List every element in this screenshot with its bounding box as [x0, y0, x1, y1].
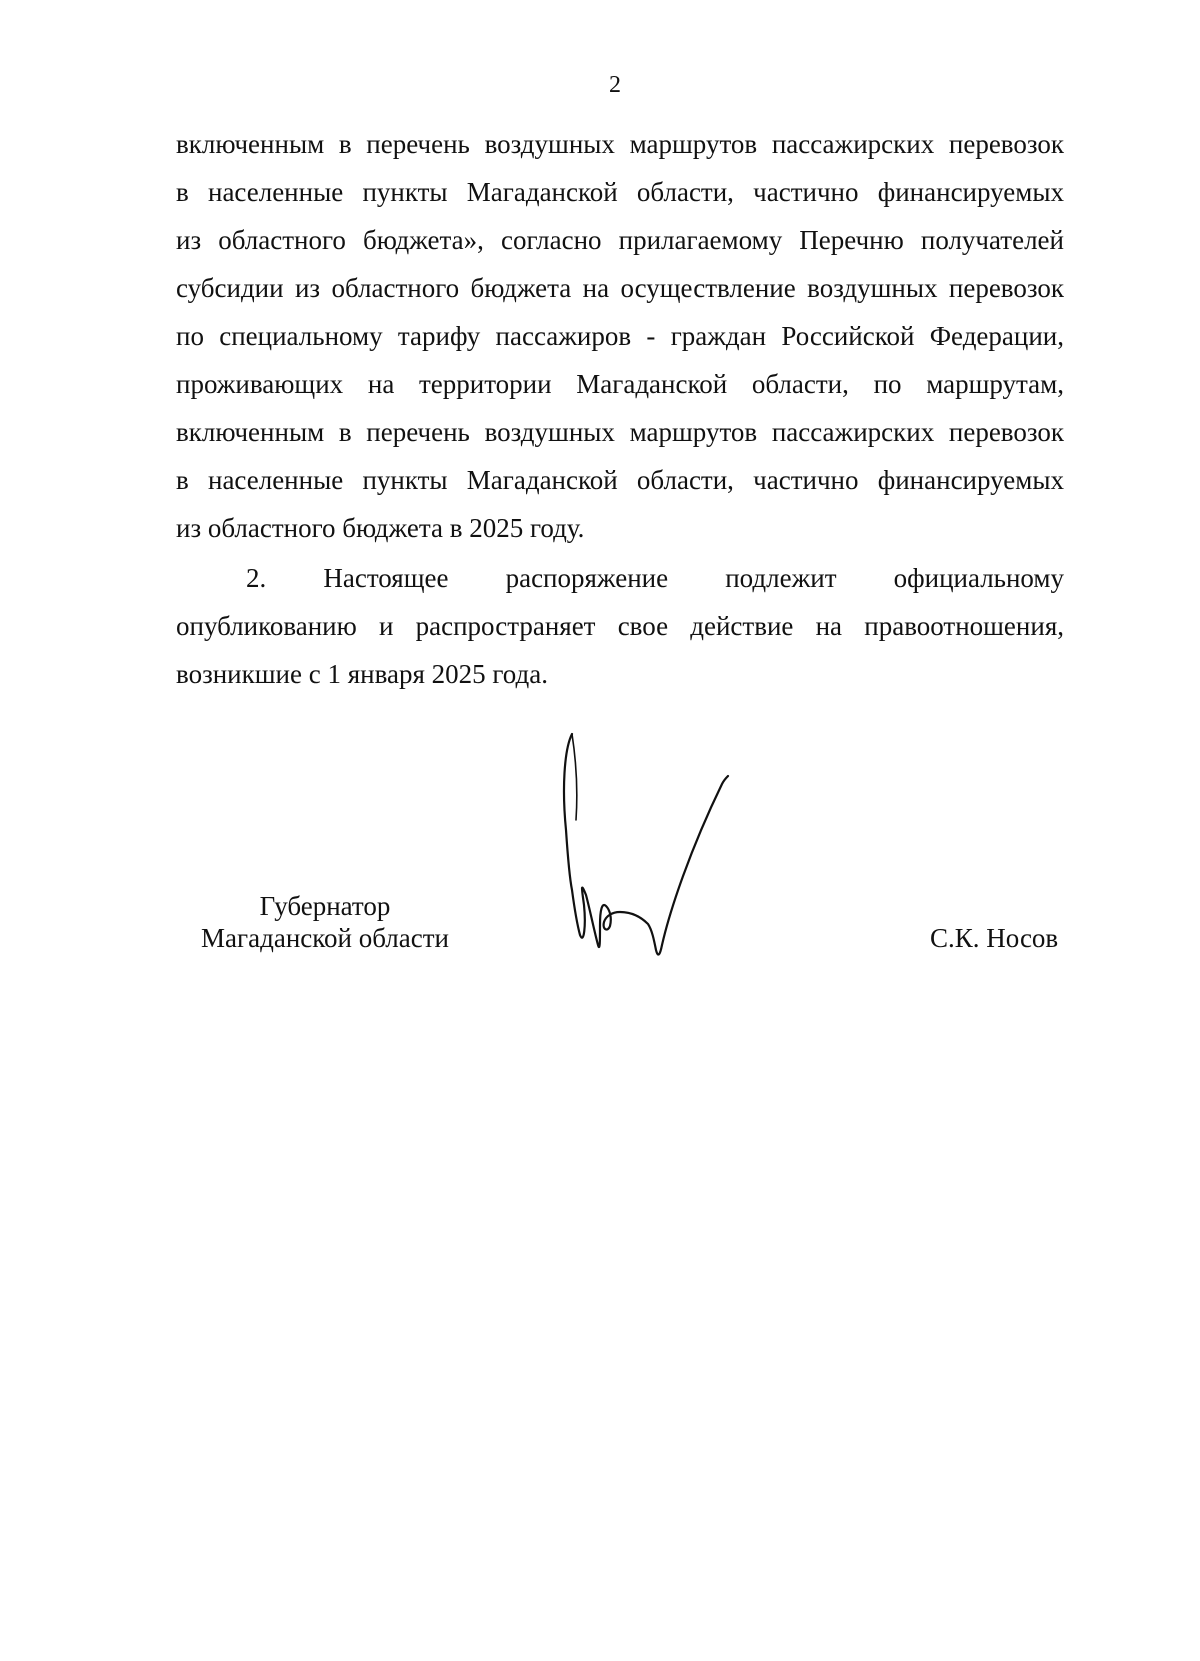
position-title: Губернатор: [259, 891, 391, 921]
paragraph-1-line: из областного бюджета в 2025 году.: [176, 513, 585, 543]
signatory-position: [180, 890, 470, 954]
paragraph-1-line: в населенные пункты Магаданской области, частично финансируемых: [176, 465, 1064, 495]
paragraph-1-line: в населенные пункты Магаданской области, частично финансируемых: [176, 177, 1064, 207]
paragraph-1-line: включенным в перечень воздушных маршрутов пассажирских перевозок: [176, 417, 1064, 447]
paragraph-2-line: 2. Настоящее распоряжение подлежит официальному: [246, 563, 1064, 593]
paragraph-1-line: по специальному тарифу пассажиров - граждан Российской Федерации,: [176, 321, 1064, 351]
paragraph-1-line: субсидии из областного бюджета на осуществление воздушных перевозок: [176, 273, 1064, 303]
paragraph-1-line: из областного бюджета», согласно прилагаемому Перечню получателей: [176, 225, 1064, 255]
position-region: Магаданской области: [201, 923, 449, 953]
page-number: 2: [609, 72, 621, 98]
handwritten-signature: [540, 730, 780, 970]
paragraph-1-line: проживающих на территории Магаданской области, по маршрутам,: [176, 369, 1064, 399]
paragraph-2-line: опубликованию и распространяет свое действие на правоотношения,: [176, 611, 1064, 641]
paragraph-1-line: включенным в перечень воздушных маршрутов пассажирских перевозок: [176, 129, 1064, 159]
paragraph-2-line: возникшие с 1 января 2025 года.: [176, 659, 548, 689]
signer-name: С.К. Носов: [930, 923, 1059, 953]
